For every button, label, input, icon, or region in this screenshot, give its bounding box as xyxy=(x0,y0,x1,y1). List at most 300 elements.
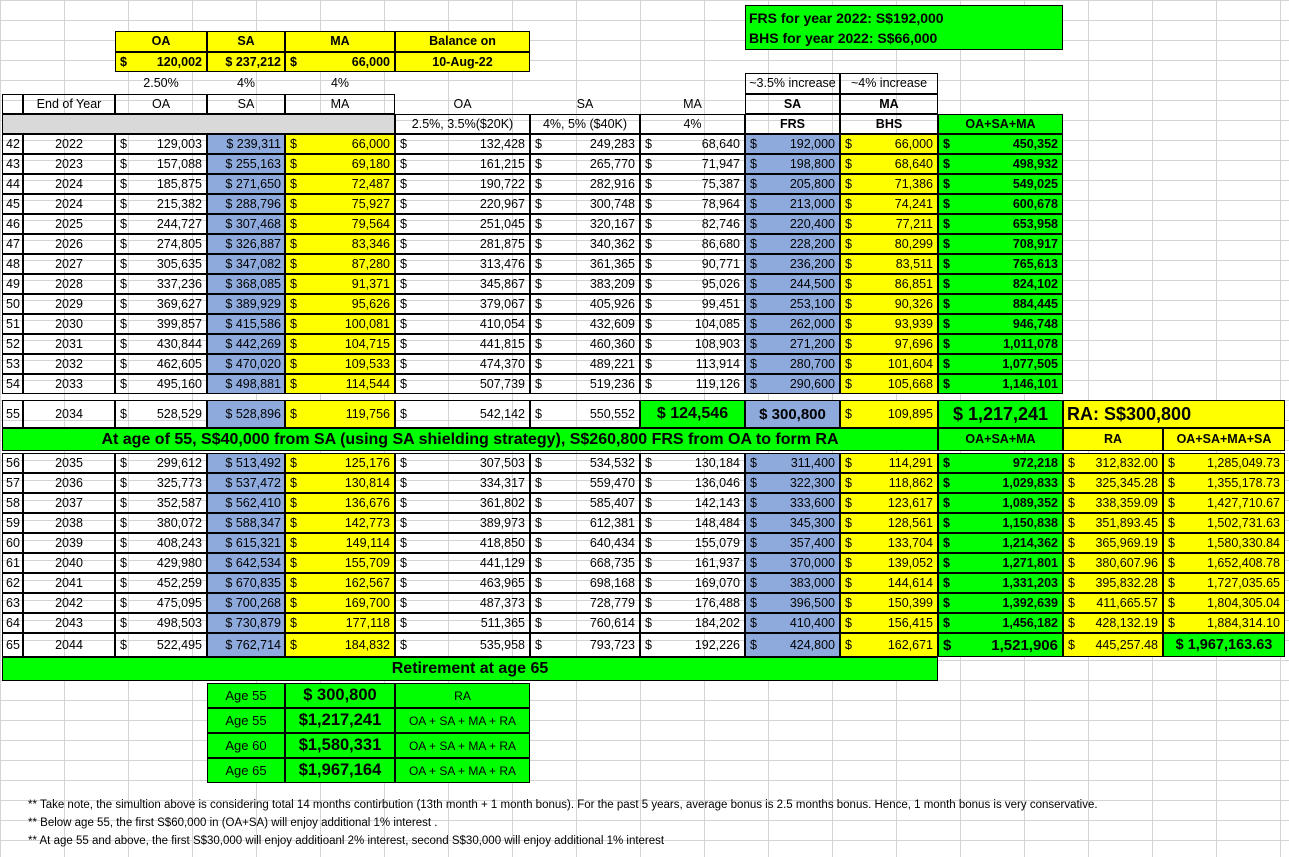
row-sa: $ 307,468 xyxy=(207,214,285,234)
row-total xyxy=(938,473,1063,493)
cell-value: 75,927 xyxy=(351,196,390,211)
row-ma2 xyxy=(640,374,745,394)
row-age: 44 xyxy=(2,174,23,194)
row-oa2 xyxy=(395,374,530,394)
row-total xyxy=(938,194,1063,214)
row-year: 2035 xyxy=(23,453,115,473)
cell-value: 265,770 xyxy=(589,156,635,171)
cell-value: 78,964 xyxy=(701,196,740,211)
row-frs xyxy=(745,453,840,473)
cell-value: 1,146,101 xyxy=(1002,376,1058,391)
row-ma2 xyxy=(640,314,745,334)
row-total xyxy=(938,533,1063,553)
row-frs xyxy=(745,234,840,254)
cell-value: 1,502,731.63 xyxy=(1207,515,1280,530)
row-oa2 xyxy=(395,334,530,354)
cell-value: 274,805 xyxy=(156,236,202,251)
cell-value: 1,580,330.84 xyxy=(1207,535,1280,550)
cell-value: 66,000 xyxy=(351,136,390,151)
currency-sign: $ xyxy=(120,575,127,590)
row-age: 55 xyxy=(2,400,23,428)
row-ma xyxy=(285,374,395,394)
currency-sign: $ xyxy=(400,555,407,570)
currency-sign: $ xyxy=(645,296,652,311)
row-age: 52 xyxy=(2,334,23,354)
cell-value: 91,371 xyxy=(351,276,390,291)
row-ra xyxy=(1063,473,1163,493)
currency-sign: $ xyxy=(535,515,542,530)
row-sa2 xyxy=(530,314,640,334)
cell-value: 395,832.28 xyxy=(1095,575,1158,590)
cell-value: 87,280 xyxy=(351,256,390,271)
currency-sign: $ xyxy=(943,296,950,311)
row-total xyxy=(938,493,1063,513)
cell-value: 1,727,035.65 xyxy=(1207,575,1280,590)
currency-sign: $ xyxy=(750,535,757,550)
currency-sign: $ xyxy=(750,296,757,311)
row-year: 2032 xyxy=(23,354,115,374)
row-sa2 xyxy=(530,194,640,214)
row-oa xyxy=(115,613,207,633)
cell-value: 108,903 xyxy=(694,336,740,351)
summary-amount: $ 300,800 xyxy=(285,683,395,708)
cell-value: 1,884,314.10 xyxy=(1207,615,1280,630)
currency-sign: $ xyxy=(120,276,127,291)
currency-sign: $ xyxy=(750,495,757,510)
cell-value: 97,696 xyxy=(894,336,933,351)
currency-sign: $ xyxy=(400,535,407,550)
row-total xyxy=(938,234,1063,254)
row-ma xyxy=(285,593,395,613)
row-all: $ 1,967,163.63 xyxy=(1163,633,1285,657)
cell-value: 498,503 xyxy=(156,615,202,630)
row-all xyxy=(1163,573,1285,593)
currency-sign: $ xyxy=(290,136,297,151)
cell-value: 410,400 xyxy=(789,615,835,630)
currency-sign: $ xyxy=(400,595,407,610)
currency-sign: $ xyxy=(1068,575,1075,590)
currency-sign: $ xyxy=(290,256,297,271)
currency-sign: $ xyxy=(400,136,407,151)
oa2-header: OA xyxy=(453,96,472,111)
currency-sign: $ xyxy=(750,276,757,291)
cell-value: 320,167 xyxy=(589,216,635,231)
currency-sign: $ xyxy=(120,256,127,271)
row-oa2 xyxy=(395,593,530,613)
row-frs xyxy=(745,493,840,513)
row-total xyxy=(938,613,1063,633)
cell-value: 511,365 xyxy=(480,615,525,630)
cell-value: 1,427,710.67 xyxy=(1207,495,1280,510)
cell-value: 475,095 xyxy=(156,595,202,610)
row-frs xyxy=(745,294,840,314)
cell-value: 972,218 xyxy=(1012,455,1058,470)
currency-sign: $ xyxy=(750,176,757,191)
cell-value: 765,613 xyxy=(1012,256,1058,271)
row-oa xyxy=(115,274,207,294)
row-age: 61 xyxy=(2,553,23,573)
row-oa xyxy=(115,633,207,657)
row-age: 46 xyxy=(2,214,23,234)
currency-sign: $ xyxy=(845,406,852,421)
row-ma xyxy=(285,154,395,174)
row-ma2 xyxy=(640,493,745,513)
currency-sign: $ xyxy=(400,316,407,331)
row-bhs xyxy=(840,473,938,493)
row-frs xyxy=(745,374,840,394)
row-age: 58 xyxy=(2,493,23,513)
row-ma2 xyxy=(640,593,745,613)
currency-sign: $ xyxy=(645,236,652,251)
banner-all-header: OA+SA+MA+SA xyxy=(1163,428,1285,451)
currency-sign: $ xyxy=(400,176,407,191)
currency-sign: $ xyxy=(120,356,127,371)
currency-sign: $ xyxy=(535,236,542,251)
row-year: 2027 xyxy=(23,254,115,274)
currency-sign: $ xyxy=(845,455,852,470)
currency-sign: $ xyxy=(290,575,297,590)
cell-value: 148,484 xyxy=(694,515,740,530)
currency-sign: $ xyxy=(1068,475,1075,490)
cell-value: 379,067 xyxy=(479,296,525,311)
currency-sign: $ xyxy=(535,475,542,490)
cell-value: 236,200 xyxy=(789,256,835,271)
row-total xyxy=(938,573,1063,593)
cell-value: 119,126 xyxy=(695,376,740,391)
row-age: 47 xyxy=(2,234,23,254)
currency-sign: $ xyxy=(645,555,652,570)
row-oa2 xyxy=(395,453,530,473)
row-ma2 xyxy=(640,234,745,254)
cell-value: 282,916 xyxy=(589,176,635,191)
bhs-header: BHS xyxy=(840,114,938,134)
row-ra xyxy=(1063,513,1163,533)
ra-label: RA: S$300,800 xyxy=(1063,400,1285,428)
cell-value: 1,029,833 xyxy=(1002,475,1058,490)
banner-ra-header: RA xyxy=(1063,428,1163,451)
row-sa: $ 389,929 xyxy=(207,294,285,314)
row-frs xyxy=(745,513,840,533)
currency-sign: $ xyxy=(400,495,407,510)
row-ma xyxy=(285,513,395,533)
row-frs xyxy=(745,633,840,657)
row-oa xyxy=(115,374,207,394)
cell-value: 71,947 xyxy=(701,156,740,171)
currency-sign: $ xyxy=(535,555,542,570)
currency-sign: $ xyxy=(943,615,950,630)
currency-sign: $ xyxy=(120,54,127,69)
currency-sign: $ xyxy=(1168,555,1175,570)
row-bhs xyxy=(840,513,938,533)
row-frs xyxy=(745,334,840,354)
row-ma2 xyxy=(640,453,745,473)
currency-sign: $ xyxy=(645,615,652,630)
currency-sign: $ xyxy=(645,495,652,510)
currency-sign: $ xyxy=(120,196,127,211)
row-ma2: $ 124,546 xyxy=(640,400,745,428)
currency-sign: $ xyxy=(290,356,297,371)
cell-value: 432,609 xyxy=(589,316,635,331)
row-sa: $ 588,347 xyxy=(207,513,285,533)
row-sa: $ 326,887 xyxy=(207,234,285,254)
currency-sign: $ xyxy=(120,495,127,510)
cell-value: 68,640 xyxy=(894,156,933,171)
currency-sign: $ xyxy=(290,276,297,291)
row-ma xyxy=(285,134,395,154)
cell-value: 340,362 xyxy=(589,236,635,251)
cell-value: 1,331,203 xyxy=(1002,575,1058,590)
cell-value: 156,415 xyxy=(887,615,933,630)
row-sa2 xyxy=(530,294,640,314)
cell-value: 408,243 xyxy=(156,535,202,550)
cell-value: 550,552 xyxy=(589,406,635,421)
summary-age: Age 65 xyxy=(207,758,285,783)
cell-value: 463,965 xyxy=(479,575,525,590)
currency-sign: $ xyxy=(943,156,950,171)
ma-rate: 4% xyxy=(330,75,350,90)
cell-value: 177,118 xyxy=(345,615,390,630)
row-bhs xyxy=(840,254,938,274)
row-sa2 xyxy=(530,154,640,174)
row-oa2 xyxy=(395,254,530,274)
currency-sign: $ xyxy=(535,615,542,630)
currency-sign: $ xyxy=(845,475,852,490)
row-ma2 xyxy=(640,294,745,314)
row-ma2 xyxy=(640,533,745,553)
currency-sign: $ xyxy=(120,236,127,251)
cell-value: 345,300 xyxy=(789,515,835,530)
cell-value: 101,604 xyxy=(887,356,933,371)
row-frs xyxy=(745,473,840,493)
cell-value: 271,200 xyxy=(789,336,835,351)
balance-date: 10-Aug-22 xyxy=(395,52,530,72)
cell-value: 1,089,352 xyxy=(1002,495,1058,510)
cell-value: 793,723 xyxy=(589,637,635,652)
summary-age: Age 55 xyxy=(207,708,285,733)
currency-sign: $ xyxy=(535,136,542,151)
cell-value: 215,382 xyxy=(156,196,202,211)
row-bhs xyxy=(840,214,938,234)
row-sa: $ 271,650 xyxy=(207,174,285,194)
row-ma xyxy=(285,354,395,374)
row-age: 65 xyxy=(2,633,23,657)
row-year: 2030 xyxy=(23,314,115,334)
currency-sign: $ xyxy=(290,156,297,171)
row-sa: $ 642,534 xyxy=(207,553,285,573)
row-oa xyxy=(115,533,207,553)
row-bhs xyxy=(840,194,938,214)
row-oa xyxy=(115,334,207,354)
currency-sign: $ xyxy=(1168,495,1175,510)
cell-value: 142,143 xyxy=(694,495,740,510)
row-bhs xyxy=(840,493,938,513)
row-all xyxy=(1163,493,1285,513)
cell-value: 176,488 xyxy=(694,595,740,610)
row-sa2 xyxy=(530,354,640,374)
row-ma xyxy=(285,533,395,553)
row-bhs xyxy=(840,234,938,254)
row-sa: $ 700,268 xyxy=(207,593,285,613)
currency-sign: $ xyxy=(943,495,950,510)
currency-sign: $ xyxy=(845,595,852,610)
currency-sign: $ xyxy=(943,515,950,530)
row-oa xyxy=(115,553,207,573)
row-oa xyxy=(115,254,207,274)
summary-label: OA + SA + MA + RA xyxy=(395,733,530,758)
row-bhs xyxy=(840,294,938,314)
currency-sign: $ xyxy=(535,535,542,550)
currency-sign: $ xyxy=(943,256,950,271)
currency-sign: $ xyxy=(645,336,652,351)
currency-sign: $ xyxy=(845,495,852,510)
frs-info-box xyxy=(745,5,1063,50)
cell-value: 169,070 xyxy=(694,575,740,590)
currency-sign: $ xyxy=(1068,637,1075,652)
row-frs xyxy=(745,553,840,573)
currency-sign: $ xyxy=(750,455,757,470)
row-frs xyxy=(745,354,840,374)
row-bhs xyxy=(840,134,938,154)
currency-sign: $ xyxy=(750,615,757,630)
cell-value: 307,503 xyxy=(479,455,525,470)
currency-sign: $ xyxy=(400,515,407,530)
cell-value: 653,958 xyxy=(1012,216,1058,231)
cell-value: 389,973 xyxy=(479,515,525,530)
row-ra xyxy=(1063,493,1163,513)
row-bhs xyxy=(840,400,938,428)
blank-header xyxy=(2,94,23,114)
cell-value: 424,800 xyxy=(789,637,835,652)
currency-sign: $ xyxy=(1068,515,1075,530)
currency-sign: $ xyxy=(645,595,652,610)
row-frs xyxy=(745,533,840,553)
row-bhs xyxy=(840,593,938,613)
row-year: 2041 xyxy=(23,573,115,593)
currency-sign: $ xyxy=(290,406,297,421)
cell-value: 361,365 xyxy=(589,256,635,271)
row-oa2 xyxy=(395,174,530,194)
currency-sign: $ xyxy=(535,637,542,652)
row-ma xyxy=(285,553,395,573)
currency-sign: $ xyxy=(645,575,652,590)
currency-sign: $ xyxy=(290,336,297,351)
row-sa: $ 513,492 xyxy=(207,453,285,473)
currency-sign: $ xyxy=(943,636,952,654)
cell-value: 213,000 xyxy=(789,196,835,211)
row-oa2 xyxy=(395,294,530,314)
balance-sa: $ 237,212 xyxy=(207,52,285,72)
currency-sign: $ xyxy=(535,356,542,371)
cell-value: 249,283 xyxy=(589,136,635,151)
currency-sign: $ xyxy=(400,296,407,311)
row-oa xyxy=(115,473,207,493)
currency-sign: $ xyxy=(645,475,652,490)
currency-sign: $ xyxy=(400,236,407,251)
ma-header: MA xyxy=(285,94,395,114)
currency-sign: $ xyxy=(845,316,852,331)
row-sa2 xyxy=(530,453,640,473)
balance-ma-header: MA xyxy=(285,31,395,52)
currency-sign: $ xyxy=(750,216,757,231)
currency-sign: $ xyxy=(400,256,407,271)
row-oa2 xyxy=(395,154,530,174)
summary-amount: $1,217,241 xyxy=(285,708,395,733)
row-ma xyxy=(285,254,395,274)
row-ra xyxy=(1063,573,1163,593)
cell-value: 281,875 xyxy=(479,236,525,251)
currency-sign: $ xyxy=(750,637,757,652)
cell-value: 198,800 xyxy=(789,156,835,171)
row-total xyxy=(938,633,1063,657)
row-oa2 xyxy=(395,513,530,533)
cell-value: 322,300 xyxy=(789,475,835,490)
cell-value: 728,779 xyxy=(589,595,635,610)
currency-sign: $ xyxy=(120,615,127,630)
currency-sign: $ xyxy=(1068,555,1075,570)
end-of-year-header: End of Year xyxy=(23,94,115,114)
retirement-banner: Retirement at age 65 xyxy=(2,657,938,681)
currency-sign: $ xyxy=(535,196,542,211)
cell-value: 104,715 xyxy=(344,336,390,351)
currency-sign: $ xyxy=(535,156,542,171)
row-age: 49 xyxy=(2,274,23,294)
row-ma2 xyxy=(640,134,745,154)
currency-sign: $ xyxy=(845,376,852,391)
cell-value: 430,844 xyxy=(156,336,202,351)
currency-sign: $ xyxy=(290,555,297,570)
currency-sign: $ xyxy=(535,316,542,331)
row-total xyxy=(938,274,1063,294)
cell-value: 487,373 xyxy=(479,595,525,610)
cell-value: 369,627 xyxy=(156,296,202,311)
row-bhs xyxy=(840,274,938,294)
row-sa2 xyxy=(530,234,640,254)
row-ra xyxy=(1063,553,1163,573)
currency-sign: $ xyxy=(400,356,407,371)
frs-info-line1: FRS for year 2022: S$192,000 xyxy=(749,9,944,26)
row-ma xyxy=(285,633,395,657)
currency-sign: $ xyxy=(120,296,127,311)
currency-sign: $ xyxy=(943,376,950,391)
row-bhs xyxy=(840,154,938,174)
cell-value: 1,521,906 xyxy=(991,636,1058,654)
cell-value: 489,221 xyxy=(589,356,635,371)
row-ma2 xyxy=(640,214,745,234)
row-oa xyxy=(115,400,207,428)
currency-sign: $ xyxy=(120,637,127,652)
cell-value: 361,802 xyxy=(479,495,525,510)
row-oa xyxy=(115,354,207,374)
cell-value: 519,236 xyxy=(589,376,635,391)
row-year: 2028 xyxy=(23,274,115,294)
currency-sign: $ xyxy=(845,535,852,550)
currency-sign: $ xyxy=(943,316,950,331)
row-ma xyxy=(285,174,395,194)
cell-value: 474,370 xyxy=(479,356,525,371)
cell-value: 136,046 xyxy=(694,475,740,490)
row-oa2 xyxy=(395,573,530,593)
cell-value: 549,025 xyxy=(1012,176,1058,191)
currency-sign: $ xyxy=(535,276,542,291)
cell-value: 118,862 xyxy=(888,475,933,490)
row-oa xyxy=(115,453,207,473)
row-ma2 xyxy=(640,274,745,294)
cell-value: 1,150,838 xyxy=(1002,515,1058,530)
currency-sign: $ xyxy=(943,336,950,351)
row-ma2 xyxy=(640,513,745,533)
currency-sign: $ xyxy=(645,136,652,151)
ma2-header: MA xyxy=(683,96,702,111)
